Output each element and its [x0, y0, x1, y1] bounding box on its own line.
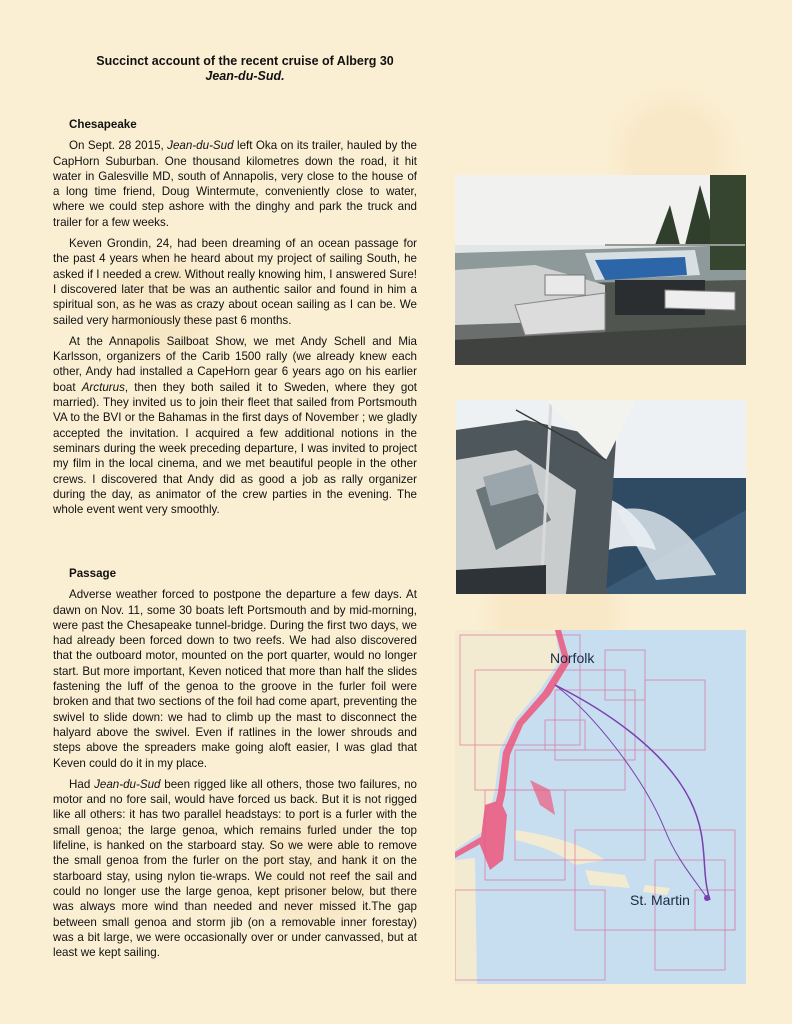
italic-boat-name: Jean-du-Sud: [167, 139, 234, 153]
section-passage: [53, 566, 417, 966]
paragraph: On Sept. 28 2015, Jean-du-Sud left Oka on its trailer, hauled by the CapHorn Suburban. One thousand kilometres down the road, it hit water in Galesville MD, south of Annapolis, very close to the house of a long time friend, Doug Wintermute, conveniently close to water, where we could step ashore with the dinghy and park the truck and trailer for a few weeks.: [53, 139, 417, 229]
article-title: [0, 54, 490, 84]
photo-boat-on-ferry: [455, 175, 746, 365]
paragraph: At the Annapolis Sailboat Show, we met Andy Schell and Mia Karlsson, organizers of the Carib 1500 rally (we already knew each other, Andy had installed a CapeHorn gear 6 years ago on his earlier boat Arcturus, then they both sailed it to Sweden, where they got married). They invited us to join their fleet that sailed from Portsmouth VA to the BVI or the Bahamas in the first days of November ; we gladly accepted the invitation. I acquired a few additional notions in the seminars during the week preceding departure, I was invited to project my film in the local cinema, and we met beautiful people in the other crews. I discovered that Andy did as good a job as rally organizer during the day, as animator of the crew parties in the evening. The whole event went very smoothly.: [53, 334, 417, 517]
section-heading: Passage: [69, 567, 117, 580]
paragraph: Adverse weather forced to postpone the departure a few days. At dawn on Nov. 11, some 30 boats left Portsmouth and by mid-morning, were past the Chesapeake tunnel-bridge. During the first two days, we had already been forced down to two reefs. We had also discovered that the outboard motor, mounted on the port quarter, would no longer start. But more important, Keven noticed that more than half the slides fastening the luff of the genoa to the groove in the furler foil were broken and that two sections of the foil had come apart, preventing the swivel to slide down: we had to climb up the mast to disconnect the halyard above the swivel. Even if ratlines in the lower shrouds and steps above the spreaders make going aloft easier, I was glad that Keven could do it in my place.: [53, 588, 417, 770]
title-boat-name: Jean-du-Sud.: [205, 69, 285, 83]
italic-boat-name: Jean-du-Sud: [94, 777, 161, 791]
map-label-norfolk: Norfolk: [550, 650, 595, 666]
italic-boat-name: Arcturus: [81, 380, 125, 394]
section-chesapeake: [53, 117, 417, 523]
photo-sailing-spray: [456, 400, 746, 594]
section-heading: Chesapeake: [69, 118, 137, 131]
paragraph: Keven Grondin, 24, had been dreaming of an ocean passage for the past 4 years when he heard about my project of sailing South, he asked if I needed a crew. Without really knowing him, I answered Sure! I discovered later that be was an authentic sailor and found in him a spiritual son, as he was as crazy about ocean sailing as I can be. We sailed very harmoniously these past 6 months.: [53, 237, 417, 327]
map-label-st-martin: St. Martin: [630, 892, 690, 908]
title-line-1: Succinct account of the recent cruise of Alberg 30: [96, 54, 394, 68]
photo-route-chart: [455, 630, 746, 984]
paragraph: Had Jean-du-Sud been rigged like all others, those two failures, no motor and no fore sail, would have forced us back. But it is not rigged like all others: it has two parallel headstays: to port is a furler with the small genoa; the large genoa, which remains furled under the top lifeline, is hanked on the starboard stay. So we were able to remove the small genoa from the furler on the port stay, and hank it on the starboard stay, using nylon tie-wraps. We could not reef the sail and could no longer use the large genoa, kept prisoner below, but there was always more wind than needed and never missed it.The gap between small genoa and storm jib (on a removable inner forestay) was a bit large, we were occasionally over or under canvassed, but at least we kept sailing.: [53, 777, 418, 960]
